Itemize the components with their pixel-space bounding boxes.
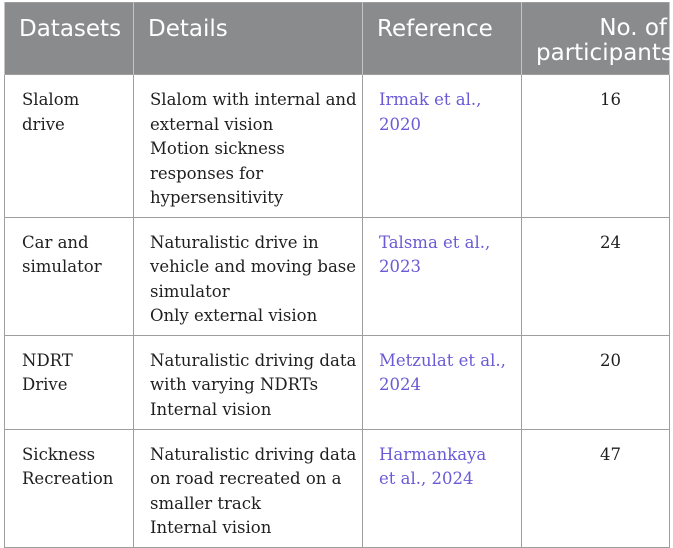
header-participants-line1: No. of bbox=[599, 15, 667, 41]
participants-cell: 16 bbox=[522, 75, 670, 218]
reference-text: 2020 bbox=[379, 114, 421, 134]
participants-cell: 24 bbox=[522, 217, 670, 335]
reference-cell bbox=[363, 217, 522, 335]
dataset-text: Drive bbox=[22, 375, 68, 394]
participants-cell: 20 bbox=[522, 335, 670, 429]
table-header bbox=[5, 3, 673, 75]
reference-text: Metzulat et al., bbox=[379, 350, 506, 370]
reference-cell bbox=[363, 75, 522, 218]
reference-link[interactable] bbox=[379, 88, 507, 137]
details-text: responses for bbox=[150, 163, 264, 183]
header-participants-line2: participants bbox=[536, 40, 673, 66]
details-cell bbox=[134, 217, 363, 335]
details-text: Internal vision bbox=[150, 399, 272, 419]
header-reference: Reference bbox=[363, 3, 522, 75]
details-cell bbox=[134, 75, 363, 218]
table-body bbox=[5, 75, 670, 548]
dataset-text: Slalom bbox=[22, 90, 80, 109]
table-row bbox=[5, 429, 670, 547]
participants-cell: 47 bbox=[522, 429, 670, 547]
details-text: Internal vision bbox=[150, 518, 272, 537]
reference-cell bbox=[363, 335, 522, 429]
dataset-text: drive bbox=[22, 114, 65, 134]
reference-link[interactable] bbox=[379, 231, 507, 280]
reference-link[interactable] bbox=[379, 349, 507, 398]
header-details: Details bbox=[134, 3, 363, 75]
header-datasets: Datasets bbox=[5, 3, 134, 75]
details-text: with varying NDRTs bbox=[150, 375, 319, 394]
header-participants bbox=[522, 3, 673, 75]
table-row bbox=[5, 217, 670, 335]
details-cell bbox=[134, 335, 363, 429]
dataset-cell bbox=[5, 217, 134, 335]
dataset-text: Car and bbox=[22, 232, 89, 252]
details-text: Slalom with internal and bbox=[150, 90, 357, 109]
datasets-table bbox=[4, 2, 673, 548]
table-row bbox=[5, 75, 670, 218]
details-text: Naturalistic driving data bbox=[150, 444, 357, 464]
reference-link[interactable] bbox=[379, 443, 507, 492]
details-text: Naturalistic driving data bbox=[150, 350, 357, 370]
details-text: smaller track bbox=[150, 493, 261, 513]
reference-cell bbox=[363, 429, 522, 547]
dataset-text: NDRT bbox=[22, 350, 73, 370]
header-row bbox=[5, 3, 670, 75]
details-text: Only external vision bbox=[150, 306, 318, 325]
dataset-text: Recreation bbox=[22, 469, 114, 488]
details-cell bbox=[134, 429, 363, 547]
datasets-table-container bbox=[4, 2, 673, 548]
reference-text: Talsma et al., bbox=[379, 232, 491, 252]
reference-text: Harmankaya bbox=[379, 444, 487, 464]
details-text: Motion sickness bbox=[150, 139, 285, 158]
details-text: hypersensitivity bbox=[150, 188, 284, 207]
details-text: simulator bbox=[150, 281, 230, 301]
dataset-cell bbox=[5, 75, 134, 218]
details-text: vehicle and moving base bbox=[150, 257, 357, 276]
reference-text: et al., 2024 bbox=[379, 469, 474, 488]
reference-text: 2024 bbox=[379, 375, 421, 394]
details-text: on road recreated on a bbox=[150, 469, 342, 488]
details-text: external vision bbox=[150, 114, 274, 134]
dataset-text: simulator bbox=[22, 257, 102, 276]
dataset-cell bbox=[5, 335, 134, 429]
reference-text: 2023 bbox=[379, 257, 421, 276]
dataset-text: Sickness bbox=[22, 444, 96, 464]
details-text: Naturalistic drive in bbox=[150, 232, 319, 252]
reference-text: Irmak et al., bbox=[379, 90, 482, 109]
dataset-cell bbox=[5, 429, 134, 547]
table-row bbox=[5, 335, 670, 429]
